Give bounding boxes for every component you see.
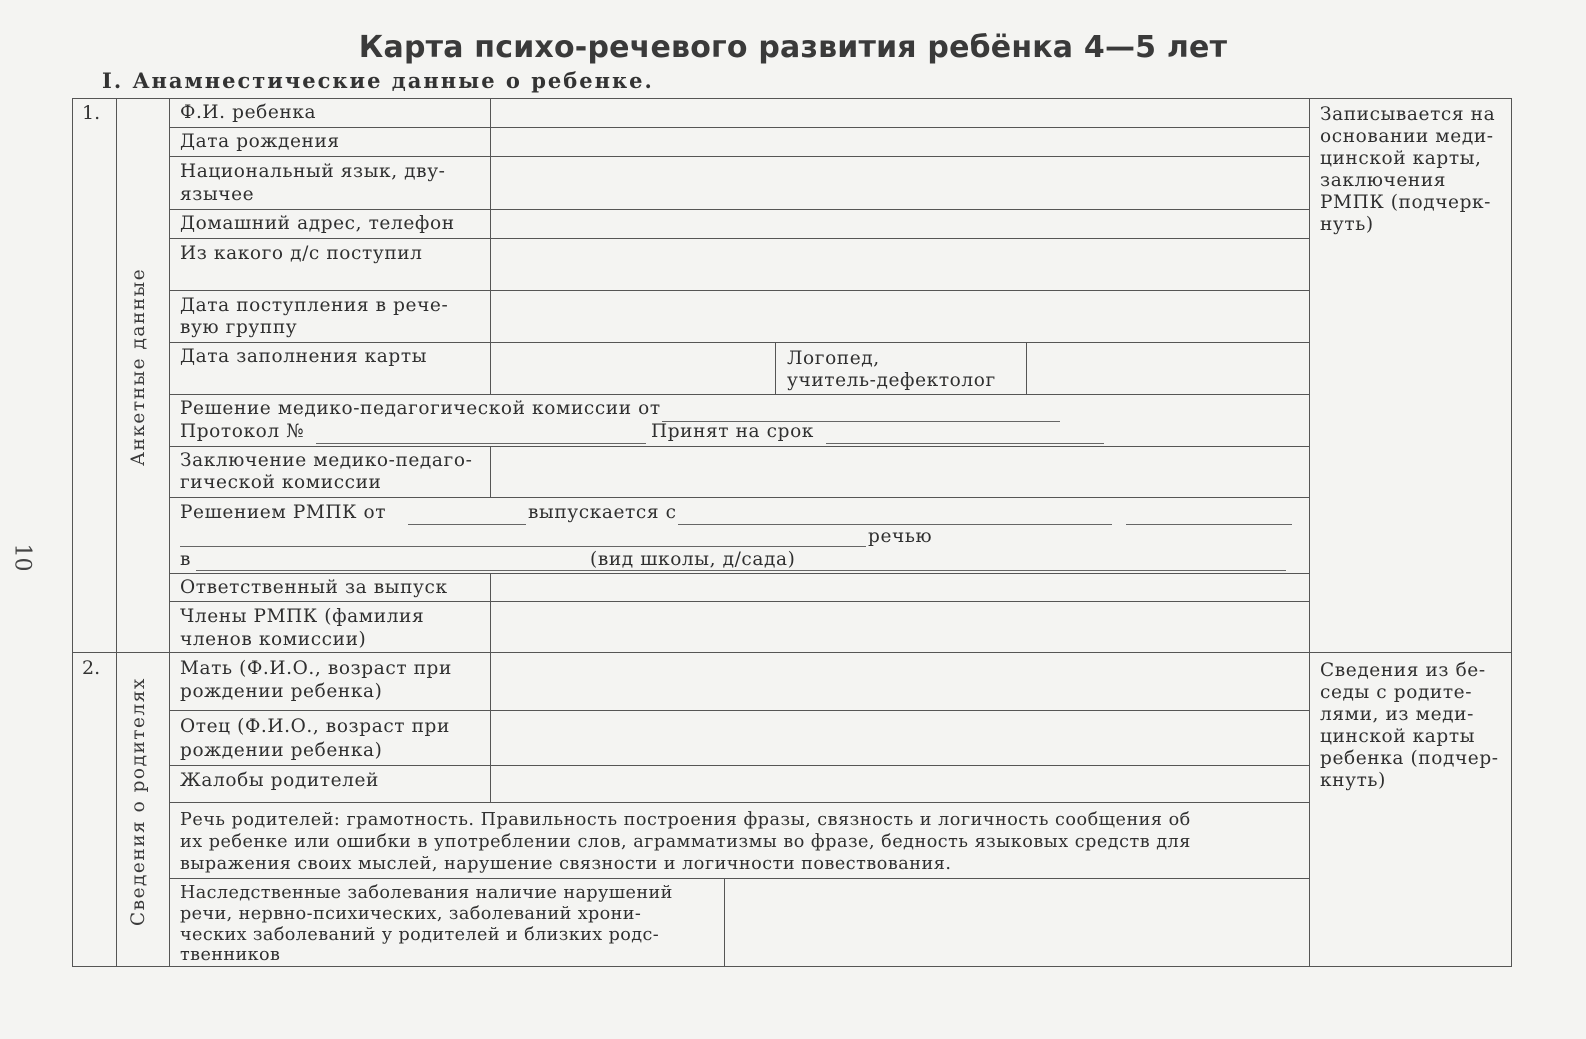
column-divider-number	[116, 98, 117, 966]
block-number-2: 2.	[82, 657, 101, 679]
vertical-label-parents: Сведения о родителях	[128, 677, 149, 926]
label-mother-line2: рождении ребенка)	[180, 681, 383, 702]
row-line	[169, 238, 1309, 239]
label-admission-date-line2: вую группу	[180, 317, 298, 338]
label-speech-word: речью	[868, 526, 933, 547]
field-divider	[490, 652, 491, 802]
field-divider	[490, 573, 491, 652]
label-parents-speech-line1: Речь родителей: грамотность. Правильность построения фразы, связность и логичность сообщения об	[180, 810, 1191, 830]
block-number-1: 1.	[82, 102, 101, 124]
field-divider	[1026, 342, 1027, 394]
row-line	[169, 342, 1309, 343]
row-line	[169, 802, 1309, 803]
label-conclusion-line2: гической комиссии	[180, 472, 382, 493]
label-commission-members-line1: Члены РМПК (фамилия	[180, 606, 425, 627]
field-divider	[490, 98, 491, 394]
label-native-language-line2: язычее	[180, 184, 255, 205]
column-divider-vertical-label	[169, 98, 170, 966]
row-line	[169, 710, 1309, 711]
row-line	[169, 878, 1309, 879]
row-line	[169, 601, 1309, 602]
row-line	[169, 127, 1309, 128]
label-responsible-for-release: Ответственный за выпуск	[180, 577, 448, 598]
label-mother-line1: Мать (Ф.И.О., возраст при	[180, 658, 452, 679]
label-commission-decision: Решение медико-педагогической комиссии от	[180, 398, 661, 419]
table-bottom-border	[72, 966, 1512, 967]
row-line	[169, 290, 1309, 291]
label-speech-therapist-line2: учитель-дефектолог	[787, 370, 996, 391]
label-fill-date: Дата заполнения карты	[180, 346, 428, 367]
blank-released-with	[678, 524, 1112, 525]
label-conclusion-line1: Заключение медико-педаго-	[180, 450, 473, 471]
label-release-decision: Решением РМПК от	[180, 502, 387, 523]
page-title: Карта психо-речевого развития ребёнка 4—5 лет	[358, 30, 1228, 65]
row-line	[169, 765, 1309, 766]
page-number: 10	[9, 543, 35, 572]
label-birth-date: Дата рождения	[180, 131, 340, 152]
label-in-word: в	[180, 549, 192, 570]
label-native-language-line1: Национальный язык, дву-	[180, 161, 446, 182]
field-divider	[775, 342, 776, 394]
block-separator	[72, 652, 1512, 653]
label-father-line1: Отец (Ф.И.О., возраст при	[180, 716, 450, 737]
label-protocol-number: Протокол №	[180, 421, 305, 442]
row-line	[169, 394, 1309, 395]
label-previous-kindergarten: Из какого д/с поступил	[180, 243, 423, 264]
field-divider	[724, 878, 725, 966]
label-parents-speech-line3: выражения своих мыслей, нарушение связности и логичности повествования.	[180, 854, 952, 874]
side-note-medical-record: Записывается на основании меди- цинской карты, заключения РМПК (подчерк- нуть)	[1320, 104, 1496, 235]
section-heading: I. Анамнестические данные о ребенке.	[102, 68, 654, 93]
label-admission-date-line1: Дата поступления в рече-	[180, 295, 449, 316]
blank-release-date	[408, 524, 526, 525]
table-right-border	[1511, 98, 1512, 966]
label-commission-members-line2: членов комиссии)	[180, 629, 367, 650]
label-heredity-line4: твенников	[180, 945, 281, 965]
label-father-line2: рождении ребенка)	[180, 740, 383, 761]
row-line	[169, 497, 1309, 498]
label-parents-speech-line2: их ребенке или ошибки в употреблении слов, аграмматизмы во фразе, бедность языковых средств для	[180, 832, 1191, 852]
label-child-name: Ф.И. ребенка	[180, 102, 317, 123]
label-home-address: Домашний адрес, телефон	[180, 213, 455, 234]
vertical-label-questionnaire: Анкетные данные	[128, 267, 149, 466]
column-divider-notes	[1309, 98, 1310, 966]
label-parent-complaints: Жалобы родителей	[180, 770, 379, 791]
blank-released-with-extra	[1126, 524, 1292, 525]
label-released-with: выпускается с	[528, 502, 677, 523]
blank-protocol-number	[316, 443, 646, 444]
row-line	[169, 156, 1309, 157]
table-top-border	[72, 98, 1512, 99]
label-heredity-line1: Наследственные заболевания наличие нарушений	[180, 883, 673, 903]
side-note-parents-interview: Сведения из бе- седы с родите- лями, из меди- цинской карты ребенка (подчер- кнуть)	[1320, 660, 1499, 791]
table-left-border	[72, 98, 73, 966]
blank-term	[826, 443, 1104, 444]
label-heredity-line2: речи, нервно-психических, заболеваний хрони-	[180, 904, 642, 924]
field-divider	[490, 446, 491, 497]
row-line	[169, 573, 1309, 574]
label-school-type: (вид школы, д/сада)	[590, 549, 796, 570]
row-line	[169, 209, 1309, 210]
row-line	[169, 446, 1309, 447]
label-heredity-line3: ческих заболеваний у родителей и близких родс-	[180, 925, 660, 945]
blank-speech-type	[180, 546, 866, 547]
label-accepted-for-term: Принят на срок	[651, 421, 814, 442]
label-speech-therapist-line1: Логопед,	[787, 348, 880, 369]
